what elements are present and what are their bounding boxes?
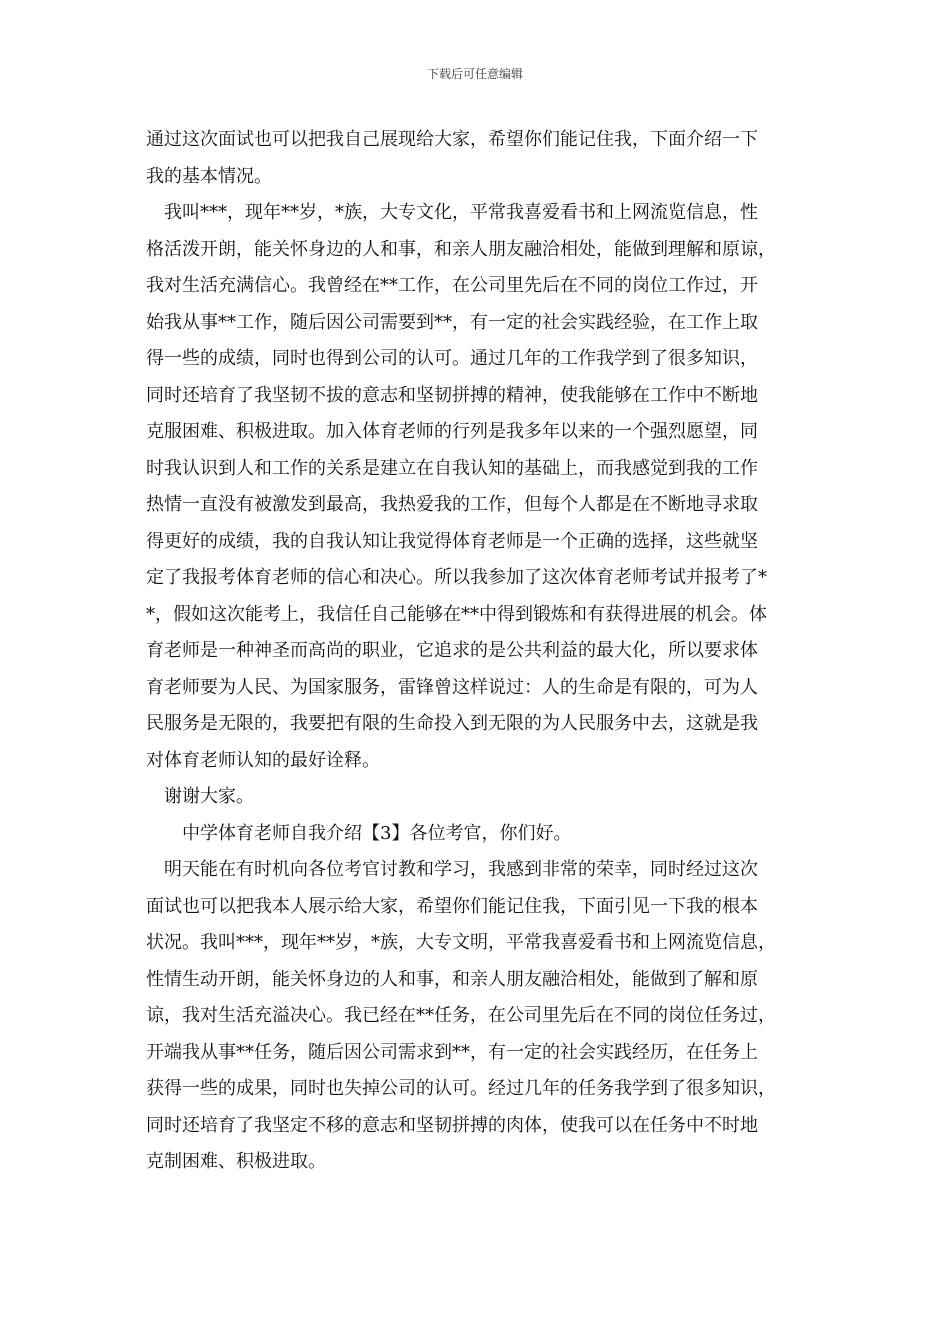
page-header: 下载后可任意编辑 [426,67,523,81]
text-line: 状况。我叫***，现年**岁，*族，大专文明，平常我喜爱看书和上网流览信息， [146,932,776,953]
text-line: 得更好的成绩，我的自我认知让我觉得体育老师是一个正确的选择，这些就坚 [146,530,758,552]
text-line: 民服务是无限的，我要把有限的生命投入到无限的为人民服务中去，这就是我 [146,713,758,734]
text-line: 获得一些的成果，同时也失掉公司的认可。经过几年的任务我学到了很多知识， [146,1078,776,1099]
text-line: 我叫***，现年**岁，*族，大专文化，平常我喜爱看书和上网流览信息，性 [164,202,758,223]
text-line: 得一些的成绩，同时也得到公司的认可。通过几年的工作我学到了很多知识， [146,348,758,369]
text-line: 开端我从事**任务，随后因公司需求到**，有一定的社会实践经历，在任务上 [146,1041,758,1063]
text-line: 面试也可以把我本人展示给大家，希望你们能记住我，下面引见一下我的根本 [146,895,758,917]
text-line: 我对生活充满信心。我曾经在**工作，在公司里先后在不同的岗位工作过，开 [146,275,758,296]
text-line: 谅，我对生活充溢决心。我已经在**任务，在公司里先后在不同的岗位任务过， [146,1005,776,1026]
text-line: 同时还培育了我坚韧不拔的意志和坚韧拼搏的精神，使我能够在工作中不断地 [146,384,758,406]
text-line: 育老师要为人民、为国家服务，雷锋曾这样说过：人的生命是有限的，可为人 [146,676,758,698]
text-line: *，假如这次能考上，我信任自己能够在**中得到锻炼和有获得进展的机会。体 [146,603,767,625]
text-line: 谢谢大家。 [164,786,254,807]
text-line: 明天能在有时机向各位考官讨教和学习，我感到非常的荣幸，同时经过这次 [164,859,758,880]
text-line: 热情一直没有被激发到最高，我热爱我的工作，但每个人都是在不断地寻求取 [146,494,758,515]
text-line: 时我认识到人和工作的关系是建立在自我认知的基础上，而我感觉到我的工作 [146,457,758,479]
text-line: 我的基本情况。 [146,165,272,187]
text-line: 育老师是一种神圣而高尚的职业，它追求的是公共利益的最大化，所以要求体 [146,640,758,661]
text-line: 克制困难、积极进取。 [146,1151,326,1172]
text-line: 格活泼开朗，能关怀身边的人和事，和亲人朋友融洽相处，能做到理解和原谅， [146,238,776,260]
text-line: 克服困难、积极进取。加入体育老师的行列是我多年以来的一个强烈愿望，同 [146,421,758,442]
text-line: 中学体育老师自我介绍【3】各位考官，你们好。 [182,822,572,844]
text-line: 对体育老师认知的最好诠释。 [146,749,380,771]
text-line: 性情生动开朗，能关怀身边的人和事，和亲人朋友融洽相处，能做到了解和原 [146,968,758,990]
text-line: 定了我报考体育老师的信心和决心。所以我参加了这次体育老师考试并报考了* [146,567,767,588]
text-line: 通过这次面试也可以把我自己展现给大家，希望你们能记住我，下面介绍一下 [146,129,758,150]
text-line: 始我从事**工作，随后因公司需要到**，有一定的社会实践经验，在工作上取 [146,311,758,333]
document-body [146,122,806,1181]
text-line: 同时还培育了我坚定不移的意志和坚韧拼搏的肉体，使我可以在任务中不时地 [146,1114,758,1136]
